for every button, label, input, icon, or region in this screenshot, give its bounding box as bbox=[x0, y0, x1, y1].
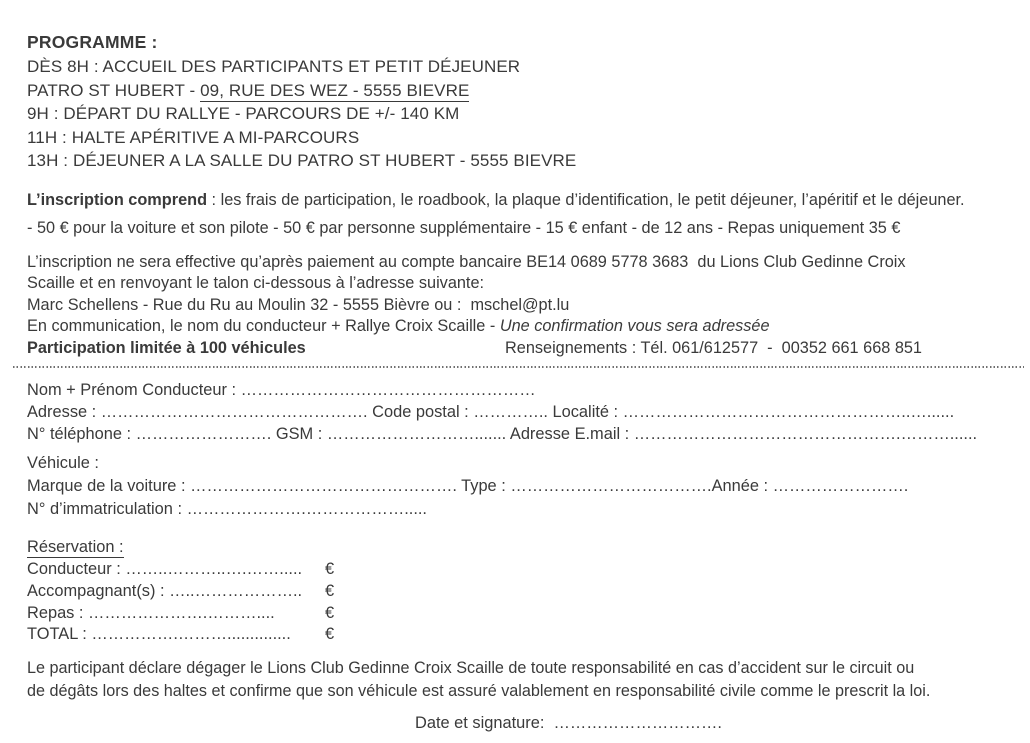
programme-line-dejeuner: 13H : DÉJEUNER A LA SALLE DU PATRO ST HUBERT - 5555 BIEVRE bbox=[27, 151, 577, 171]
field-line-telephone: N° téléphone : ……………………. GSM : ………………………....... Adresse E.mail : ………………………………………….………...... bbox=[27, 424, 978, 443]
reservation-label: Accompagnant(s) : …..……………….. bbox=[27, 581, 303, 600]
reservation-row-accompagnants bbox=[27, 581, 1010, 603]
date-signature-line: Date et signature: …………………………. bbox=[415, 714, 722, 733]
reservation-label: TOTAL : …………….……….............. bbox=[27, 625, 291, 644]
programme-line-depart: 9H : DÉPART DU RALLYE - PARCOURS DE +/- 140 KM bbox=[27, 104, 460, 124]
participation-row bbox=[27, 338, 1010, 359]
programme-section bbox=[27, 30, 1010, 173]
euro-sign: € bbox=[325, 581, 335, 600]
reservation-heading: Réservation : bbox=[27, 538, 124, 557]
field-line-adresse: Adresse : …………………………………………. Code postal : ………….. Localité : ……………………………………………..…...... bbox=[27, 402, 955, 421]
reservation-label: Conducteur : ……..………..….……..... bbox=[27, 559, 303, 578]
reservation-section bbox=[27, 537, 1010, 646]
vehicle-form-section bbox=[27, 452, 1010, 520]
inscription-section bbox=[27, 186, 1010, 243]
driver-info-form-section bbox=[27, 380, 1010, 445]
dotted-cutline-divider bbox=[13, 366, 1024, 368]
renseignements-text: Renseignements : Tél. 061/612577 - 00352 661 668 851 bbox=[505, 338, 922, 357]
inscription-lead-rest: : les frais de participation, le roadbook, la plaque d’identification, le petit déjeuner, l’apéritif et le déjeuner. bbox=[207, 190, 965, 209]
reservation-row-conducteur bbox=[27, 559, 1010, 581]
payment-communication-line bbox=[27, 316, 1010, 337]
field-line-nom-conducteur: Nom + Prénom Conducteur : ……………………………………………… bbox=[27, 381, 536, 399]
tarifs-line: - 50 € pour la voiture et son pilote - 50 € par personne supplémentaire - 15 € enfant - de 12 ans - Repas uniquement 35 € bbox=[27, 219, 901, 238]
programme-heading: PROGRAMME : bbox=[27, 32, 158, 52]
euro-sign: € bbox=[325, 625, 335, 644]
programme-line-accueil: DÈS 8H : ACCUEIL DES PARTICIPANTS ET PETIT DÉJEUNER bbox=[27, 57, 521, 76]
liability-section bbox=[27, 657, 1010, 703]
venue-address-underlined: 09, RUE DES WEZ - 5555 BIEVRE bbox=[200, 80, 470, 100]
programme-line-venue bbox=[27, 79, 1010, 103]
reservation-label: Repas : ………………….……….... bbox=[27, 603, 275, 622]
reservation-heading-wrap bbox=[27, 537, 1010, 559]
reservation-row-total bbox=[27, 624, 1010, 646]
programme-line-halte: 11H : HALTE APÉRITIVE A MI-PARCOURS bbox=[27, 127, 360, 147]
payment-section bbox=[27, 252, 1010, 359]
communication-prefix: En communication, le nom du conducteur + Rallye Croix Scaille - bbox=[27, 317, 500, 336]
reservation-row-repas bbox=[27, 603, 1010, 625]
vehicule-heading: Véhicule : bbox=[27, 454, 99, 473]
liability-line-1: Le participant déclare dégager le Lions Club Gedinne Croix Scaille de toute responsabilité en cas d’accident sur le circuit ou bbox=[27, 659, 915, 678]
euro-sign: € bbox=[325, 603, 335, 622]
payment-line-1: L’inscription ne sera effective qu’après paiement au compte bancaire BE14 0689 5778 3683 du Lions Club Gedinne Croix bbox=[27, 252, 906, 271]
payment-address-line: Marc Schellens - Rue du Ru au Moulin 32 - 5555 Bièvre ou : mschel@pt.lu bbox=[27, 295, 570, 314]
payment-line-2: Scaille et en renvoyant le talon ci-dessous à l’adresse suivante: bbox=[27, 274, 485, 293]
confirmation-note-italic: Une confirmation vous sera adressée bbox=[499, 317, 770, 336]
liability-line-2: de dégâts lors des haltes et confirme que son véhicule est assuré valablement en responsabilité civile comme le prescrit la loi. bbox=[27, 682, 931, 701]
inscription-lead-bold: L’inscription comprend bbox=[27, 190, 208, 209]
euro-sign: € bbox=[325, 559, 335, 578]
participation-limit-text: Participation limitée à 100 véhicules bbox=[27, 338, 306, 357]
field-line-marque: Marque de la voiture : …………………………………………. Type : ……………………………….Année : ……………………. bbox=[27, 476, 909, 495]
inscription-lead-line bbox=[27, 186, 1010, 215]
field-line-immatriculation: N° d’immatriculation : ………………….………………..... bbox=[27, 499, 427, 518]
venue-prefix: PATRO ST HUBERT - bbox=[27, 80, 201, 100]
